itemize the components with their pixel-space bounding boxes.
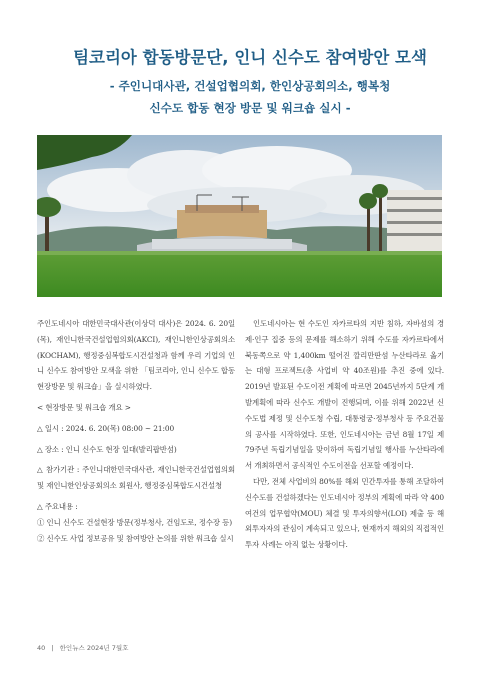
article-subtitle-line-2: 신수도 합동 현장 방문 및 워크숍 실시 - bbox=[149, 101, 351, 115]
contents-item-1: ① 인니 신수도 건설현장 방문(정부청사, 건임도로, 정수장 등) bbox=[37, 517, 233, 527]
contents-heading: △ 주요내용 : bbox=[37, 501, 78, 511]
publication-name: 한인뉴스 2024년 7월호 bbox=[59, 644, 129, 652]
article-title: 팀코리아 합동방문단, 인니 신수도 참여방안 모색 bbox=[73, 48, 427, 67]
left-column bbox=[37, 316, 235, 546]
place-line: △ 장소 : 인니 신수도 현장 일대(발리팝반섬) bbox=[37, 444, 177, 454]
page-number: 40 bbox=[37, 644, 46, 652]
article-subtitle-line-1: - 주인니대사관, 건설업협의회, 한인상공회의소, 행복청 bbox=[109, 79, 391, 93]
date-line: △ 일시 : 2024. 6. 20(목) 08:00 ~ 21:00 bbox=[37, 423, 175, 433]
intro-paragraph: 주인도네시아 대한민국대사관(이상덕 대사)은 2024. 6. 20일(목), 재인니한국건설업협의회(AKCI), 재인니한인상공회의소(KOCHAM), 행정중심복합도시건설청과 함께 우리 기업의 인니 신수도 참여방안 모색을 위한 「팀코리아, 인니 신수도 합동 현장방문 및 워크숍」을 실시하였다. bbox=[37, 319, 235, 392]
page-footer bbox=[37, 643, 132, 652]
body-paragraph-2: 다만, 전체 사업비의 80%를 해외 민간투자를 통해 조달하여 신수도를 건설하겠다는 인도네시아 정부의 계획에 따라 약 400여건의 업무협약(MOU) 체결 및 투자의향서(LOI) 제출 등 해외투자자의 관심이 계속되고 있으나, 현재까지 해외의 직접적인 투자 사례는 아직 없는 상황이다. bbox=[245, 476, 444, 550]
body-paragraph-1: 인도네시아는 현 수도인 자카르타의 지반 침하, 자바섬의 경제·인구 집중 등의 문제를 해소하기 위해 수도를 자카르타에서 북동쪽으로 약 1,400km 떨어진 깔리만딴섬 누산타라로 옮기는 대형 프로젝트(총 사업비 약 40조원)를 추진 중에 있다. 2019년 발표된 수도이전 계획에 따르면 2045년까지 5단계 개발계획에 따라 신수도 개발이 진행되며, 이를 위해 2022년 신수도법 제정 및 신수도청 수립, 대통령궁·정부청사 등 주요건물의 공사를 시작하였다. 또한, 인도네시아는 금년 8월 17일 제79주년 독립기념일을 맞이하여 독립기념일 행사를 누산타라에서 개최하면서 공식적인 수도이전을 선포할 예정이다. bbox=[245, 319, 444, 471]
site-photo bbox=[37, 135, 442, 297]
contents-item-2: ② 신수도 사업 정보공유 및 참여방안 논의를 위한 워크숍 실시 bbox=[37, 533, 234, 543]
footer-separator: | bbox=[51, 644, 54, 652]
right-column bbox=[245, 316, 444, 553]
overview-heading: < 현장방문 및 워크숍 개요 > bbox=[37, 402, 131, 412]
participants-line: △ 참가기관 : 주인니대한민국대사관, 재인니한국건설업협의회 및 재인니한인상공회의소 회원사, 행정중심복합도시건설청 bbox=[37, 465, 235, 491]
